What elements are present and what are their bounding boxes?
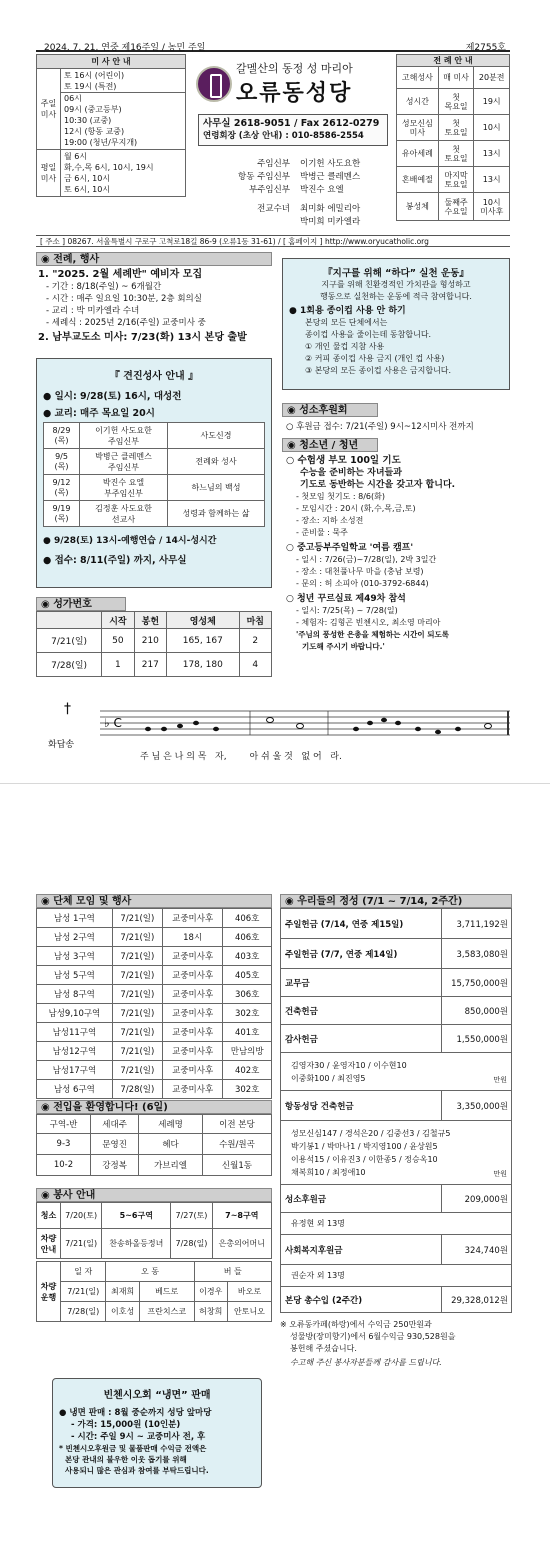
schedule-cell: 박병근 클레멘스 주임신부	[80, 449, 168, 475]
donor-line: 김영자30 / 윤영자10 / 이수현10	[291, 1060, 407, 1070]
mass-schedule-table	[36, 54, 186, 197]
hymn-cell: 165, 167	[167, 629, 239, 653]
parish-info	[186, 54, 394, 234]
group-cell: 교중미사후	[162, 966, 222, 985]
bullet-icon: ◉	[287, 405, 300, 416]
group-cell: 남성 6구역	[37, 1080, 113, 1099]
confirmation-registration: ● 접수: 8/11(주일) 까지, 사무실	[43, 555, 187, 566]
group-cell: 406호	[223, 928, 272, 947]
earth-sub-line: ② 커피 종이컵 사용 금지 (개인 컵 사용)	[305, 354, 445, 363]
group-cell: 남성 2구역	[37, 928, 113, 947]
section-title-text: 전입을 환영합니다! (6일)	[53, 1102, 168, 1113]
prison-mass-heading: 2. 남부교도소 미사: 7/23(화) 13시 본당 출발	[38, 332, 247, 343]
service-label: 청소	[37, 1203, 61, 1229]
funeral-contact: 연령회장 (초상 안내) : 010-8586-2554	[203, 131, 364, 141]
staff-name: 이기헌 사도요한	[300, 159, 361, 169]
hymn-cell: 217	[134, 653, 166, 677]
weekday-times	[61, 150, 186, 197]
issue-date: 2024. 7. 21. 연중 제16주일 / 농민 주일	[44, 43, 206, 53]
staff-name: 박병근 클레멘스	[300, 172, 361, 182]
parish-logo-icon	[196, 66, 232, 102]
group-cell: 교중미사후	[162, 1080, 222, 1099]
mass-time: 06시	[64, 94, 82, 103]
drive-cell: 7/21(일)	[61, 1282, 106, 1302]
schedule-cell: 9/12 (목)	[44, 475, 80, 501]
mass-time: 09시 (중고등부)	[64, 105, 122, 114]
gamsa-names	[281, 1053, 512, 1091]
staff-row	[204, 216, 360, 229]
sacrament-cell: 첫 토요일	[438, 141, 474, 167]
offering-label: 건축헌금	[281, 997, 442, 1025]
group-cell: 18시	[162, 928, 222, 947]
offering-amount: 3,711,192원	[442, 909, 512, 939]
donor-line: 채복희10 / 최정애10	[291, 1167, 366, 1177]
schedule-cell: 이기헌 사도요한 주임신부	[80, 423, 168, 449]
schedule-cell: 사도신경	[168, 423, 265, 449]
group-cell: 남성17구역	[37, 1061, 113, 1080]
drive-cell: 바오로	[227, 1282, 271, 1302]
welcome-table	[36, 1114, 272, 1176]
offering-amount: 29,328,012원	[442, 1287, 512, 1313]
group-cell: 406호	[223, 909, 272, 928]
sacrament-cell: 고해성사	[397, 67, 439, 89]
group-cell: 남성 5구역	[37, 966, 113, 985]
section-title-text: 성가번호	[53, 599, 92, 610]
confirmation-rehearsal: ● 9/28(토) 13시-예행연습 / 14시-성시간	[43, 536, 217, 546]
youth-line: - 장소: 지하 소성전	[296, 516, 364, 525]
youth-section	[282, 438, 510, 653]
vincent-line: ● 냉면 판매 : 8월 중순까지 성당 앞마당	[59, 1408, 212, 1418]
drive-cell: 이경우	[194, 1282, 227, 1302]
seongso-section	[282, 403, 510, 433]
group-cell: 남성 1구역	[37, 909, 113, 928]
hymn-cell: 1	[102, 653, 134, 677]
welcome-header: 세례명	[139, 1115, 203, 1134]
issue-number: 제2755호	[465, 43, 506, 53]
drive-header: 오 동	[106, 1262, 194, 1282]
hymn-header	[37, 612, 102, 629]
note-line: 봉헌해 주셨습니다.	[290, 1344, 357, 1353]
service-cell: 은총의어머니	[212, 1229, 271, 1259]
welcome-header: 세대주	[90, 1115, 138, 1134]
group-cell: 교중미사후	[162, 1004, 222, 1023]
group-cell: 7/21(일)	[112, 909, 162, 928]
staff-role: 항동 주임신부	[238, 172, 290, 182]
address-bar: [ 주소 ] 08267. 서울특별시 구로구 고척로18길 86-9 (오류1동 31-61) / [ 홈페이지 ] http://www.oryucatholic.org	[36, 235, 510, 247]
sacrament-cell: 매 미사	[438, 67, 474, 89]
sacrament-cell: 20분전	[474, 67, 510, 89]
sunday-label: 주일 미사	[37, 69, 61, 150]
service-label: 차량 운행	[37, 1262, 61, 1322]
sacrament-cell: 13시	[474, 141, 510, 167]
staff-row	[204, 158, 360, 171]
sacrament-cell: 봉성체	[397, 193, 439, 221]
group-cell: 7/21(일)	[112, 966, 162, 985]
section-title-text: 봉사 안내	[53, 1190, 96, 1201]
drive-cell: 허창희	[194, 1302, 227, 1322]
sacrament-cell: 19시	[474, 89, 510, 115]
group-cell: 교중미사후	[162, 985, 222, 1004]
offering-amount: 850,000원	[442, 997, 512, 1025]
vincent-note: * 빈첸시오후원금 및 물품판매 수익금 전액은	[59, 1444, 207, 1453]
staff-row	[204, 171, 360, 184]
staff-role: 전교수녀	[257, 204, 290, 214]
hymn-section	[36, 597, 272, 677]
hymn-cell: 210	[134, 629, 166, 653]
group-cell: 교중미사후	[162, 1061, 222, 1080]
sacrament-cell: 성모신심 미사	[397, 115, 439, 141]
group-cell: 남성 8구역	[37, 985, 113, 1004]
parish-subtitle: 갈멜산의 동정 성 마리아	[236, 62, 353, 75]
music-staff-icon	[100, 705, 510, 745]
mass-time: 금 6시, 10시	[64, 174, 111, 183]
groups-table-body	[37, 909, 272, 1099]
schedule-cell: 9/19 (목)	[44, 501, 80, 527]
drive-cell: 안토니오	[227, 1302, 271, 1322]
bullet-icon: ◉	[285, 896, 298, 907]
schedule-cell: 박진수 요엘 부주임신부	[80, 475, 168, 501]
groups-table	[36, 908, 272, 1099]
seongso-title	[282, 403, 378, 417]
section-title-text: 단체 모임 및 행사	[53, 896, 132, 907]
groups-section	[36, 894, 272, 1099]
psalm-label: 화답송	[48, 740, 75, 750]
section-title-text: 성소후원회	[299, 405, 348, 416]
offering-table	[280, 908, 512, 1313]
youth-line: - 모임시간 : 20시 (화,수,목,금,토)	[296, 504, 416, 513]
offering-section	[280, 894, 512, 1369]
hymn-cell: 2	[239, 629, 271, 653]
sacrament-cell: 13시	[474, 167, 510, 193]
baptism-line: - 시간 : 매주 일요일 10:30분, 2층 회의실	[46, 294, 202, 304]
hymn-table	[36, 611, 272, 677]
confirmation-box	[36, 358, 272, 588]
group-cell: 교중미사후	[162, 909, 222, 928]
staff-name: 박진수 요엘	[300, 185, 344, 195]
bullet-icon: ◉	[41, 599, 54, 610]
earth-line: 지구를 위해 친환경적인 가치관을 형성하고	[321, 280, 471, 289]
unit-label: 만원	[493, 1170, 507, 1178]
mass-time: 19:00 (청년/무지개)	[64, 138, 138, 147]
offering-label: 감사헌금	[281, 1025, 442, 1053]
section-title-text: 우리들의 정성 (7/1 ~ 7/14, 2주간)	[297, 896, 463, 907]
svg-text:♭ C: ♭ C	[104, 716, 122, 730]
schedule-cell: 김정훈 사도요한 선교사	[80, 501, 168, 527]
offering-amount: 324,740원	[442, 1235, 512, 1265]
youth-heading: ○ 수험생 부모 100일 기도	[286, 455, 401, 466]
mass-title: 미 사 안 내	[37, 55, 186, 69]
drive-cell: 최재희	[106, 1282, 139, 1302]
welcome-title	[36, 1100, 272, 1114]
group-cell: 7/21(일)	[112, 1004, 162, 1023]
staff-role: 부주임신부	[248, 185, 290, 195]
sacrament-cell: 혼배예절	[397, 167, 439, 193]
sacrament-cell: 10시 미사후	[474, 193, 510, 221]
cross-icon: †	[64, 701, 71, 717]
hymn-title	[36, 597, 126, 611]
mass-time: 토 16시 (어린이)	[64, 71, 125, 80]
responsorial-psalm	[36, 695, 510, 765]
earth-sub-line: ③ 본당의 모든 종이컵 사용은 금지합니다.	[305, 366, 452, 375]
group-cell: 남성9,10구역	[37, 1004, 113, 1023]
staff-role: 주임신부	[257, 159, 290, 169]
offering-label: 항동성당 건축헌금	[281, 1091, 442, 1121]
offering-amount: 209,000원	[442, 1185, 512, 1213]
staff-row	[204, 184, 360, 197]
mass-time: 토 6시, 10시	[64, 185, 111, 194]
service-cell: 7/20(토)	[61, 1203, 102, 1229]
offering-label: 주일헌금 (7/14, 연중 제15일)	[281, 909, 442, 939]
offering-label: 교무금	[281, 969, 442, 997]
group-cell: 교중미사후	[162, 947, 222, 966]
left-column-1	[36, 252, 272, 344]
hymn-cell: 7/21(일)	[37, 629, 102, 653]
drive-cell: 프란치스코	[139, 1302, 194, 1322]
schedule-cell: 하느님의 백성	[168, 475, 265, 501]
group-cell: 302호	[223, 1004, 272, 1023]
drive-cell: 베드로	[139, 1282, 194, 1302]
group-cell: 남성11구역	[37, 1023, 113, 1042]
offering-amount: 3,350,000원	[442, 1091, 512, 1121]
baptism-class-heading: 1. "2025. 2월 세례반" 예비자 모집	[38, 269, 203, 280]
vincent-note: 사용되니 많은 관심과 참여를 부탁드립니다.	[65, 1466, 209, 1475]
group-cell: 7/21(일)	[112, 928, 162, 947]
baptism-line: - 세례식 : 2025년 2/16(주일) 교중미사 중	[46, 318, 206, 328]
hymn-header: 시작	[102, 612, 134, 629]
group-cell: 남성 3구역	[37, 947, 113, 966]
earth-sub-line: 본당의 모든 단체에서는	[305, 318, 388, 327]
bullet-icon: ◉	[287, 440, 300, 451]
hymn-cell: 50	[102, 629, 134, 653]
offering-amount: 15,750,000원	[442, 969, 512, 997]
group-cell: 7/28(일)	[112, 1080, 162, 1099]
earth-subheading: ● 1회용 종이컵 사용 안 하기	[289, 306, 406, 316]
welcome-cell: 강정복	[90, 1155, 138, 1176]
staff-list	[204, 158, 360, 229]
earth-sub-line: ① 개인 물컵 지참 사용	[305, 342, 385, 351]
earth-title: 『지구를 위해 “하다” 실천 운동』	[323, 268, 469, 279]
bulletin-header	[36, 40, 510, 52]
group-cell: 401호	[223, 1023, 272, 1042]
welcome-cell: 헤다	[139, 1134, 203, 1155]
vincent-title: 빈첸시오회 “냉면” 판매	[103, 1390, 211, 1401]
bullet-icon: ◉	[41, 1102, 54, 1113]
staff-name: 최미화 에밀리아	[300, 204, 361, 214]
schedule-cell: 9/5 (목)	[44, 449, 80, 475]
service-section	[36, 1188, 272, 1322]
bullet-icon: ◉	[41, 896, 54, 907]
service-cell: 7~8구역	[212, 1203, 271, 1229]
donor-line: 성모신심147 / 경석은20 / 김중선3 / 김철규5	[291, 1128, 451, 1138]
confirmation-edu: ● 교리: 매주 목요일 20시	[43, 408, 155, 419]
note-line: 수고해 주신 봉사자분들께 감사를 드립니다.	[290, 1358, 442, 1367]
offering-label: 주일헌금 (7/7, 연중 제14일)	[281, 939, 442, 969]
youth-note: '주님의 풍성한 은총을 체험하는 시간이 되도록	[296, 630, 450, 639]
service-cell: 7/28(일)	[171, 1229, 212, 1259]
vincent-sale-box	[52, 1378, 262, 1488]
service-title	[36, 1188, 272, 1202]
sacrament-cell: 첫 토요일	[438, 115, 474, 141]
sacrament-cell: 첫 목요일	[438, 89, 474, 115]
seongso-line: ○ 후원금 접수: 7/21(주일) 9시~12시미사 전까지	[286, 422, 474, 432]
service-table	[36, 1202, 272, 1259]
donor-line: 유정현 외 13명	[281, 1213, 512, 1235]
schedule-cell: 성령과 함께하는 삶	[168, 501, 265, 527]
drive-cell: 7/28(일)	[61, 1302, 106, 1322]
note-line: 성물방(장미향기)에서 6월수익금 930,528원을	[290, 1332, 456, 1341]
office-phone: 사무실 2618-9051 / Fax 2612-0279	[203, 118, 380, 129]
service-label: 차량 안내	[37, 1229, 61, 1259]
youth-heading: ○ 중고등부주일학교 '여름 캠프'	[286, 543, 414, 553]
drive-header: 일 자	[61, 1262, 106, 1282]
service-cell: 7/27(토)	[171, 1203, 212, 1229]
baptism-line: - 기간 : 8/18(주일) ~ 6개월간	[46, 282, 162, 292]
offering-label: 사회복지후원금	[281, 1235, 442, 1265]
psalm-lyric: 주 님 은 나 의 목 자, 아 쉬 울 것 없 어 라.	[140, 752, 342, 762]
welcome-cell: 신월1동	[202, 1155, 271, 1176]
youth-line: - 첫모임 첫기도 : 8/6(화)	[296, 492, 385, 501]
bulletin-page-2	[0, 783, 550, 1560]
vincent-line: - 시간: 주일 9시 ~ 교중미사 전, 후	[71, 1432, 206, 1442]
welcome-header: 이전 본당	[202, 1115, 271, 1134]
welcome-cell: 문영진	[90, 1134, 138, 1155]
build-names	[281, 1121, 512, 1185]
earth-sub-line: 종이컵 사용을 줄이는데 동참합니다.	[305, 330, 432, 339]
group-cell: 교중미사후	[162, 1023, 222, 1042]
section-title-text: 청소년 / 청년	[299, 440, 359, 451]
unit-label: 만원	[493, 1076, 507, 1084]
donor-line: 이중화100 / 최진영5	[291, 1073, 366, 1083]
mass-time: 토 19시 (특전)	[61, 81, 185, 93]
driving-table	[36, 1261, 272, 1322]
offering-label: 성소후원금	[281, 1185, 442, 1213]
group-cell: 7/21(일)	[112, 947, 162, 966]
youth-line: 기도로 동반하는 시간을 갖고자 합니다.	[300, 480, 456, 490]
offering-notes	[280, 1319, 512, 1369]
group-cell: 405호	[223, 966, 272, 985]
offering-amount: 1,550,000원	[442, 1025, 512, 1053]
youth-heading: ○ 청년 꾸르실료 제49차 참석	[286, 594, 406, 604]
group-cell: 7/21(일)	[112, 1042, 162, 1061]
hymn-cell: 178, 180	[167, 653, 239, 677]
service-cell: 5~6구역	[102, 1203, 171, 1229]
youth-line: 수능을 준비하는 자녀들과	[300, 468, 402, 478]
group-cell: 7/21(일)	[112, 1061, 162, 1080]
group-cell: 302호	[223, 1080, 272, 1099]
youth-line: - 문의 : 허 소피아 (010-3792-6844)	[296, 579, 429, 588]
welcome-cell: 가브리엘	[139, 1155, 203, 1176]
schedule-cell: 전례와 성사	[168, 449, 265, 475]
sunday-times	[61, 69, 186, 150]
group-cell: 교중미사후	[162, 1042, 222, 1061]
welcome-cell: 수원/원곡	[202, 1134, 271, 1155]
youth-line: - 일시 : 7/26(금)~7/28(일), 2박 3일간	[296, 555, 437, 564]
mass-time: 10:30 (교중)	[64, 116, 112, 125]
hymn-header: 마침	[239, 612, 271, 629]
sacrament-cell: 유아세례	[397, 141, 439, 167]
mass-time: 12시 (항동 교중)	[64, 127, 125, 136]
sacrament-cell: 마지막 토요일	[438, 167, 474, 193]
group-cell: 403호	[223, 947, 272, 966]
service-cell: 찬송하올등정녀	[102, 1229, 171, 1259]
confirmation-title: 『 견진성사 안내 』	[109, 371, 199, 382]
sacrament-cell: 둘째주 수요일	[438, 193, 474, 221]
drive-cell: 이호성	[106, 1302, 139, 1322]
drive-header: 버 들	[194, 1262, 271, 1282]
youth-title	[282, 438, 378, 452]
welcome-cell: 10-2	[37, 1155, 91, 1176]
sacrament-table	[396, 54, 510, 221]
welcome-header: 구역-반	[37, 1115, 91, 1134]
contact-box	[198, 114, 388, 146]
donor-line: 박기봉1 / 박마나1 / 박지영100 / 윤상원5	[291, 1141, 438, 1151]
welcome-cell: 9-3	[37, 1134, 91, 1155]
hymn-cell: 7/28(일)	[37, 653, 102, 677]
donor-line: 권순자 외 13명	[281, 1265, 512, 1287]
group-cell: 402호	[223, 1061, 272, 1080]
youth-line: - 일시: 7/25(목) ~ 7/28(일)	[296, 606, 398, 615]
welcome-section	[36, 1100, 272, 1176]
offering-label: 본당 총수입 (2주간)	[281, 1287, 442, 1313]
group-cell: 7/21(일)	[112, 985, 162, 1004]
confirmation-date: ● 일시: 9/28(토) 16시, 대성전	[43, 391, 182, 402]
sacrament-title: 전 례 안 내	[397, 55, 510, 67]
schedule-cell: 8/29 (목)	[44, 423, 80, 449]
donor-line: 이용석15 / 이유진3 / 이한종5 / 정승옥10	[291, 1154, 438, 1164]
hymn-header: 영성체	[167, 612, 239, 629]
parish-name: 오류동성당	[236, 81, 353, 106]
youth-note: 기도해 주시기 바랍니다.'	[302, 642, 385, 651]
group-cell: 7/21(일)	[112, 1023, 162, 1042]
earth-campaign-box	[282, 258, 510, 390]
sacrament-cell: 성시간	[397, 89, 439, 115]
mass-time: 월 6시	[64, 152, 88, 161]
youth-line: - 장소 : 대천풀나무 마을 (충남 보령)	[296, 567, 424, 576]
note-line: ※ 오류동카페(하랑)에서 수익금 250만원과	[280, 1320, 432, 1329]
offering-title	[280, 894, 512, 908]
group-cell: 306호	[223, 985, 272, 1004]
staff-row	[204, 203, 360, 216]
vincent-note: 본당 관내의 불우한 이웃 돕기를 위해	[65, 1455, 187, 1464]
baptism-line: - 교리 : 박 미카엘라 수녀	[46, 306, 140, 316]
groups-title	[36, 894, 272, 908]
group-cell: 만남의방	[223, 1042, 272, 1061]
section-title-text: 전례, 행사	[53, 254, 100, 265]
section-liturgy-title	[36, 252, 272, 266]
youth-line: - 준비물 : 묵주	[296, 528, 348, 537]
hymn-cell: 4	[239, 653, 271, 677]
staff-name: 박미희 미카엘라	[300, 217, 361, 227]
youth-line: - 체험자: 김형곤 빈첸시오, 최소영 마리아	[296, 618, 441, 627]
hymn-header: 봉헌	[134, 612, 166, 629]
service-cell: 7/21(일)	[61, 1229, 102, 1259]
bullet-icon: ◉	[41, 254, 54, 265]
weekday-label: 평일 미사	[37, 150, 61, 197]
confirmation-schedule-table	[43, 422, 265, 527]
group-cell: 남성12구역	[37, 1042, 113, 1061]
earth-line: 행동으로 실천하는 운동에 적극 참여합니다.	[320, 292, 472, 301]
sacrament-cell: 10시	[474, 115, 510, 141]
mass-time: 화,수,목 6시, 10시, 19시	[64, 163, 154, 172]
vincent-line: - 가격: 15,000원 (10인분)	[71, 1420, 181, 1430]
bullet-icon: ◉	[41, 1190, 54, 1201]
offering-amount: 3,583,080원	[442, 939, 512, 969]
